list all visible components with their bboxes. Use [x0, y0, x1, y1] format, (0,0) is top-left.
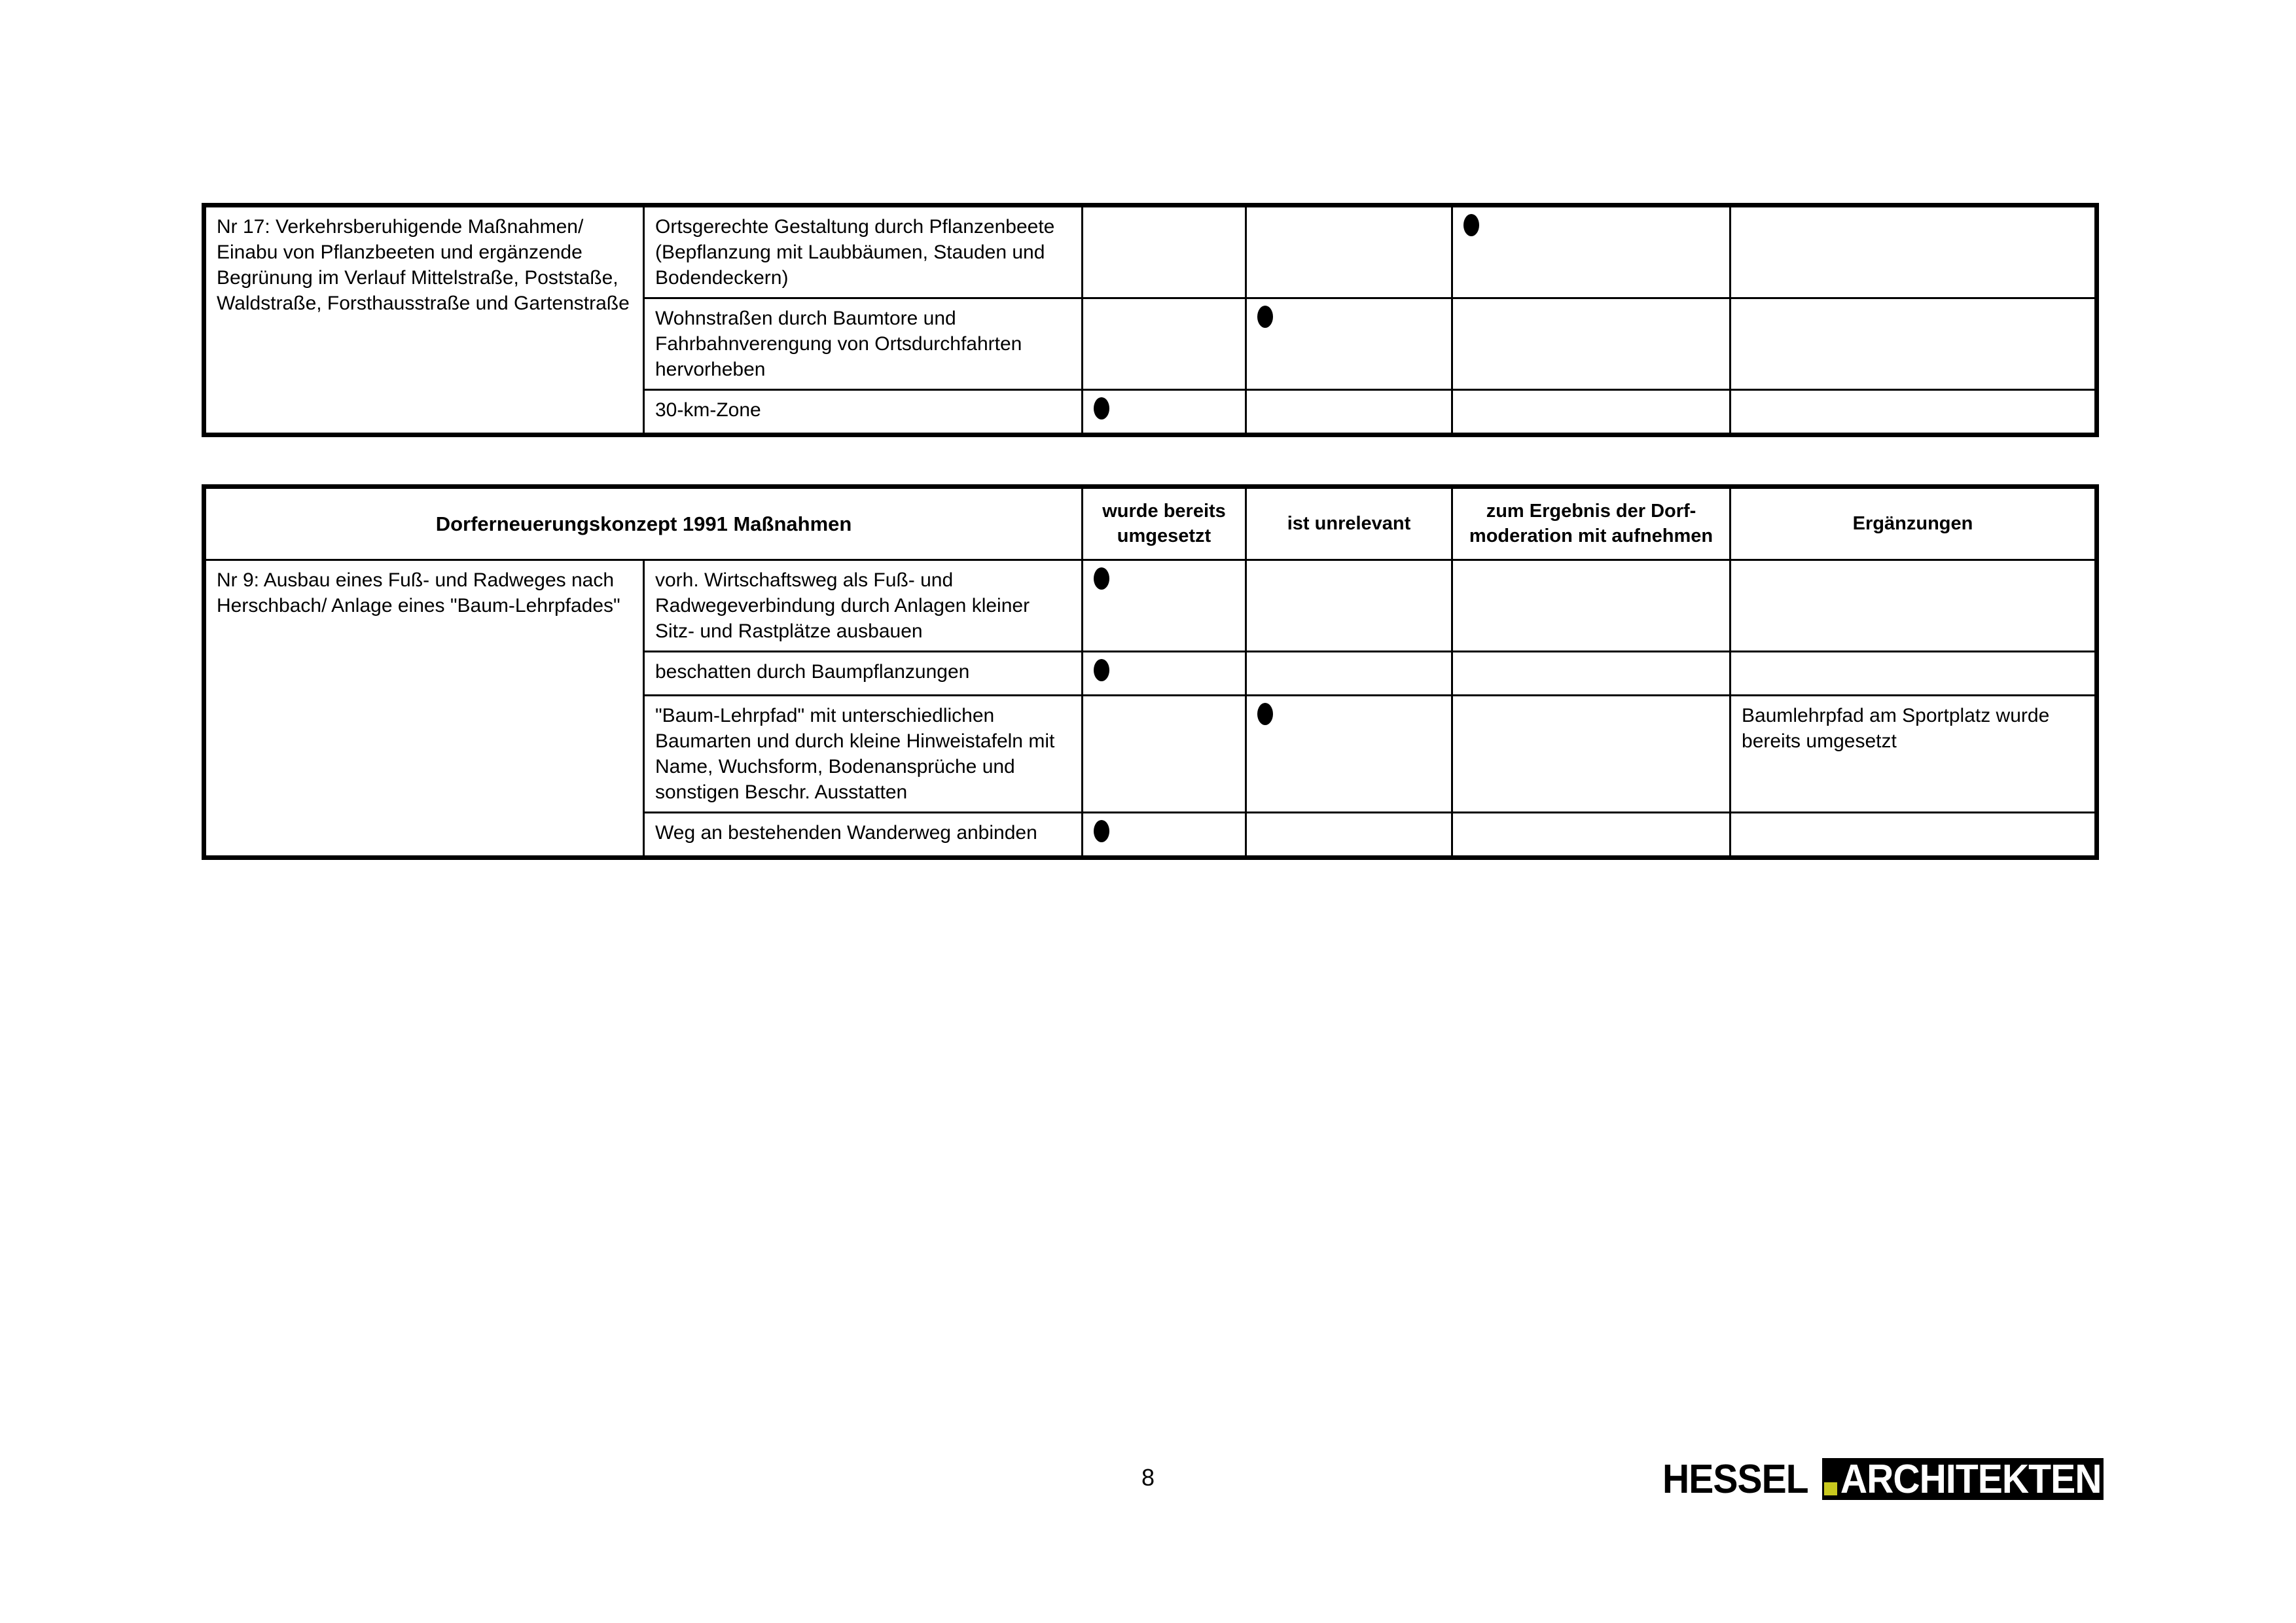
mark-cell-moderation[interactable] — [1452, 696, 1731, 813]
column-header-moderation — [1452, 487, 1731, 560]
additions-cell — [1731, 652, 2097, 696]
measure-detail-cell: vorh. Wirtschaftsweg als Fuß- und Radwegeverbindung durch Anlagen kleiner Sitz- und Rastplätze ausbauen — [644, 560, 1083, 652]
status-dot — [1257, 703, 1273, 725]
measure-title-cell: Nr 9: Ausbau eines Fuß- und Radweges nach Herschbach/ Anlage eines "Baum-Lehrpfades" — [204, 560, 644, 858]
mark-cell-moderation[interactable] — [1452, 652, 1731, 696]
mark-cell-irrelevant[interactable] — [1246, 696, 1452, 813]
measures-table-continued — [202, 203, 2099, 437]
mark-cell-done[interactable] — [1083, 813, 1246, 858]
page-number: 8 — [1141, 1464, 1155, 1491]
mark-cell-moderation[interactable] — [1452, 298, 1731, 390]
logo-text-hessel: HESSEL — [1662, 1456, 1808, 1502]
logo-text-architekten: ARCHITEKTEN — [1839, 1458, 2104, 1500]
status-dot — [1257, 306, 1273, 328]
mark-cell-irrelevant[interactable] — [1246, 298, 1452, 390]
additions-cell: Baumlehrpfad am Sportplatz wurde bereits umgesetzt — [1731, 696, 2097, 813]
mark-cell-irrelevant[interactable] — [1246, 560, 1452, 652]
mark-cell-done[interactable] — [1083, 696, 1246, 813]
mark-cell-done[interactable] — [1083, 205, 1246, 298]
status-dot — [1094, 567, 1109, 590]
mark-cell-irrelevant[interactable] — [1246, 652, 1452, 696]
additions-cell — [1731, 813, 2097, 858]
table-header-row — [204, 487, 2097, 560]
column-header-moderation-line2: moderation mit aufnehmen — [1469, 525, 1713, 546]
status-dot — [1463, 214, 1479, 236]
column-header-done: wurde bereits umgesetzt — [1083, 487, 1246, 560]
measure-detail-cell: Wohnstraßen durch Baumtore und Fahrbahnverengung von Ortsdurchfahrten hervorheben — [644, 298, 1083, 390]
measure-detail-cell: beschatten durch Baumpflanzungen — [644, 652, 1083, 696]
column-header-measure: Dorferneuerungskonzept 1991 Maßnahmen — [204, 487, 1083, 560]
mark-cell-done[interactable] — [1083, 560, 1246, 652]
additions-cell — [1731, 205, 2097, 298]
mark-cell-moderation[interactable] — [1452, 813, 1731, 858]
table-row — [204, 560, 2097, 652]
company-logo — [1662, 1458, 2126, 1500]
measures-table-nr9 — [202, 484, 2099, 860]
status-dot — [1094, 397, 1109, 419]
table-row — [204, 205, 2097, 298]
measure-detail-cell: "Baum-Lehrpfad" mit unterschiedlichen Baumarten und durch kleine Hinweistafeln mit Name, Wuchsform, Bodenansprüche und sonstigen Beschr. Ausstatten — [644, 696, 1083, 813]
mark-cell-irrelevant[interactable] — [1246, 390, 1452, 435]
additions-cell — [1731, 390, 2097, 435]
mark-cell-moderation[interactable] — [1452, 205, 1731, 298]
mark-cell-done[interactable] — [1083, 390, 1246, 435]
mark-cell-moderation[interactable] — [1452, 390, 1731, 435]
mark-cell-done[interactable] — [1083, 298, 1246, 390]
additions-cell — [1731, 298, 2097, 390]
mark-cell-done[interactable] — [1083, 652, 1246, 696]
status-dot — [1094, 820, 1109, 842]
logo-accent-dot-icon — [1822, 1458, 1839, 1500]
column-header-additions: Ergänzungen — [1731, 487, 2097, 560]
measure-detail-cell: 30-km-Zone — [644, 390, 1083, 435]
status-dot — [1094, 659, 1109, 681]
measure-title-cell: Nr 17: Verkehrsberuhigende Maßnahmen/ Einabu von Pflanzbeeten und ergänzende Begrünung im Verlauf Mittelstraße, Poststaße, Waldstraße, Forsthausstraße und Gartenstraße — [204, 205, 644, 435]
measure-detail-cell: Ortsgerechte Gestaltung durch Pflanzenbeete (Bepflanzung mit Laubbäumen, Stauden und Bodendeckern) — [644, 205, 1083, 298]
column-header-moderation-line1: zum Ergebnis der Dorf- — [1486, 501, 1696, 522]
mark-cell-irrelevant[interactable] — [1246, 813, 1452, 858]
mark-cell-moderation[interactable] — [1452, 560, 1731, 652]
measure-detail-cell: Weg an bestehenden Wanderweg anbinden — [644, 813, 1083, 858]
additions-cell — [1731, 560, 2097, 652]
mark-cell-irrelevant[interactable] — [1246, 205, 1452, 298]
column-header-irrelevant: ist unrelevant — [1246, 487, 1452, 560]
